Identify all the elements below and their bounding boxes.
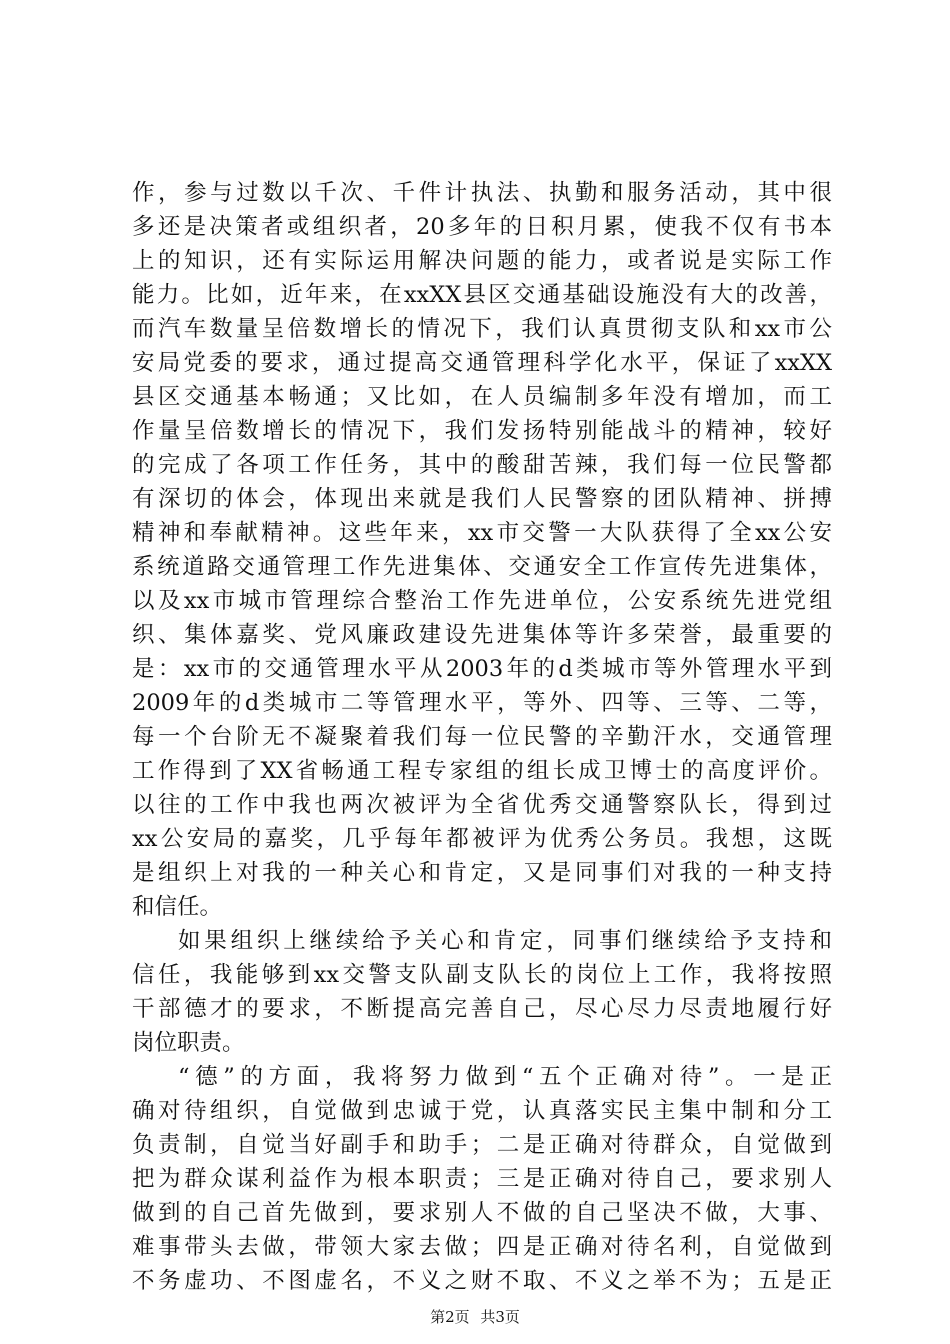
paragraph-3 xyxy=(132,1060,832,1298)
text-line: 有深切的体会，体现出来就是我们人民警察的团队精神、拼搏 xyxy=(132,486,832,512)
text-line: 和信任。 xyxy=(132,894,223,920)
text-line: 以往的工作中我也两次被评为全省优秀交通警察队长，得到过 xyxy=(132,792,832,818)
text-line: 是：xx市的交通管理水平从2003年的d类城市等外管理水平到 xyxy=(132,656,832,682)
text-line: 岗位职责。 xyxy=(132,1030,245,1056)
text-line: 确对待组织，自觉做到忠诚于党，认真落实民主集中制和分工 xyxy=(132,1098,832,1124)
text-line: 织、集体嘉奖、党风廉政建设先进集体等许多荣誉，最重要的 xyxy=(132,622,832,648)
text-line: 难事带头去做，带领大家去做；四是正确对待名利，自觉做到 xyxy=(132,1234,832,1260)
text-line: 如果组织上继续给予关心和肯定，同事们继续给予支持和 xyxy=(178,928,832,954)
paragraph-1 xyxy=(132,176,832,924)
text-line: 信任，我能够到xx交警支队副支队长的岗位上工作，我将按照 xyxy=(132,962,832,988)
text-line: 是组织上对我的一种关心和肯定，又是同事们对我的一种支持 xyxy=(132,860,832,886)
text-line: 安局党委的要求，通过提高交通管理科学化水平，保证了xxXX xyxy=(132,350,832,376)
paragraph-2 xyxy=(132,924,832,1060)
text-line: 负责制，自觉当好副手和助手；二是正确对待群众，自觉做到 xyxy=(132,1132,832,1158)
text-line: 作，参与过数以千次、千件计执法、执勤和服务活动，其中很 xyxy=(132,180,832,206)
text-line: 精神和奉献精神。这些年来，xx市交警一大队获得了全xx公安 xyxy=(132,520,832,546)
text-line: 多还是决策者或组织者，20多年的日积月累，使我不仅有书本 xyxy=(132,214,832,240)
text-line: 不务虚功、不图虚名，不义之财不取、不义之举不为；五是正 xyxy=(132,1268,832,1294)
text-line: xx公安局的嘉奖，几乎每年都被评为优秀公务员。我想，这既 xyxy=(132,826,832,852)
text-line: 把为群众谋利益作为根本职责；三是正确对待自己，要求别人 xyxy=(132,1166,832,1192)
text-line: 的完成了各项工作任务，其中的酸甜苦辣，我们每一位民警都 xyxy=(132,452,832,478)
text-line: 做到的自己首先做到，要求别人不做的自己坚决不做，大事、 xyxy=(132,1200,832,1226)
page-number: 第2页 xyxy=(430,1308,470,1326)
document-body xyxy=(132,176,832,1298)
page-total: 共3页 xyxy=(480,1308,520,1326)
text-line: 能力。比如，近年来，在xxXX县区交通基础设施没有大的改善， xyxy=(132,282,832,308)
page-footer xyxy=(0,1307,950,1327)
text-line: 上的知识，还有实际运用解决问题的能力，或者说是实际工作 xyxy=(132,248,832,274)
text-line: 以及xx市城市管理综合整治工作先进单位，公安系统先进党组 xyxy=(132,588,832,614)
text-line: 干部德才的要求，不断提高完善自己，尽心尽力尽责地履行好 xyxy=(132,996,832,1022)
text-line: 工作得到了XX省畅通工程专家组的组长成卫博士的高度评价。 xyxy=(132,758,832,784)
text-line: 县区交通基本畅通；又比如，在人员编制多年没有增加，而工 xyxy=(132,384,832,410)
text-line: “德”的方面，我将努力做到“五个正确对待”。一是正 xyxy=(178,1064,832,1090)
text-line: 作量呈倍数增长的情况下，我们发扬特别能战斗的精神，较好 xyxy=(132,418,832,444)
text-line: 每一个台阶无不凝聚着我们每一位民警的辛勤汗水，交通管理 xyxy=(132,724,832,750)
text-line: 2009年的d类城市二等管理水平，等外、四等、三等、二等， xyxy=(132,690,832,716)
text-line: 系统道路交通管理工作先进集体、交通安全工作宣传先进集体， xyxy=(132,554,832,580)
text-line: 而汽车数量呈倍数增长的情况下，我们认真贯彻支队和xx市公 xyxy=(132,316,832,342)
